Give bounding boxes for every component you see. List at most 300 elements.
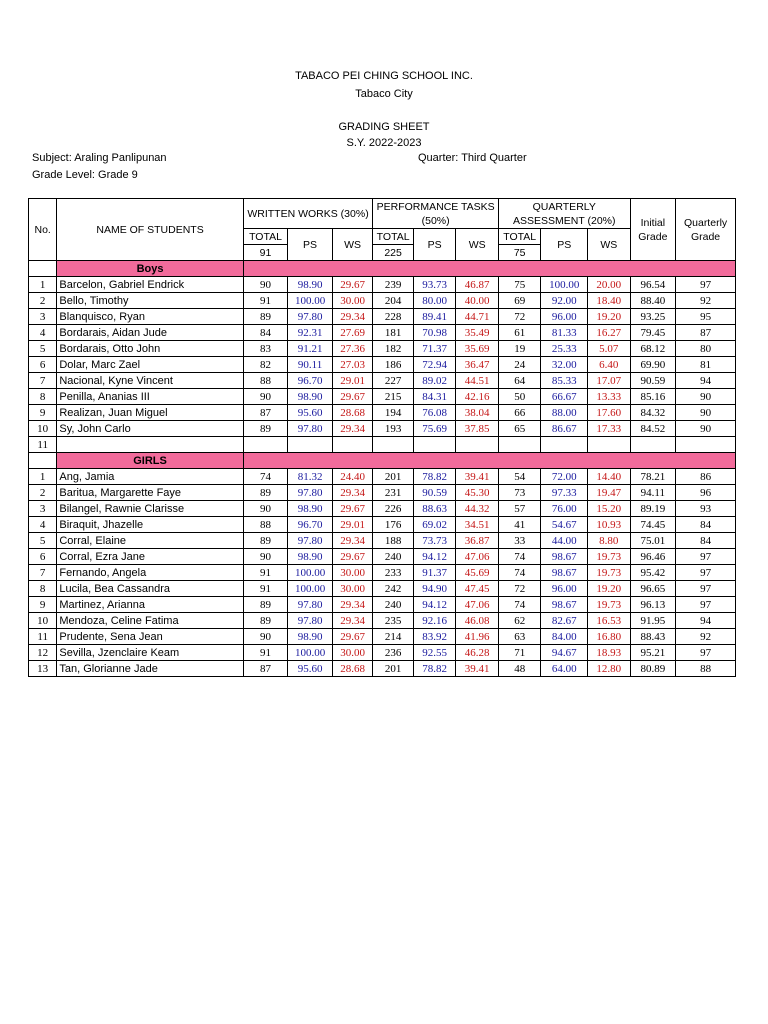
pt-ps: 71.37 xyxy=(413,341,456,357)
qa-score: 57 xyxy=(498,501,541,517)
col-no: No. xyxy=(29,199,57,261)
pt-ws: 44.51 xyxy=(456,373,499,389)
ww-ws: 30.00 xyxy=(332,581,373,597)
row-number: 4 xyxy=(29,517,57,533)
qa-ps: 32.00 xyxy=(541,357,588,373)
qa-score: 48 xyxy=(498,661,541,677)
table-row xyxy=(29,325,736,341)
empty-cell xyxy=(676,437,736,453)
ww-ws: 29.34 xyxy=(332,533,373,549)
ww-ps-label: PS xyxy=(288,229,333,261)
qa-ps: 54.67 xyxy=(541,517,588,533)
table-row xyxy=(29,549,736,565)
ww-score: 87 xyxy=(243,661,288,677)
qa-ws: 17.60 xyxy=(588,405,631,421)
qa-ps-label: PS xyxy=(541,229,588,261)
pt-ws: 34.51 xyxy=(456,517,499,533)
empty-cell xyxy=(541,437,588,453)
row-number: 7 xyxy=(29,373,57,389)
pt-ps: 92.55 xyxy=(413,645,456,661)
student-name: Sy, John Carlo xyxy=(57,421,243,437)
pt-ps: 80.00 xyxy=(413,293,456,309)
girls-section-label: GIRLS xyxy=(57,453,243,469)
ww-score: 89 xyxy=(243,613,288,629)
quarterly-grade: 84 xyxy=(676,517,736,533)
row-number: 3 xyxy=(29,501,57,517)
qa-ws: 17.33 xyxy=(588,421,631,437)
student-name: Realizan, Juan Miguel xyxy=(57,405,243,421)
ww-score: 82 xyxy=(243,357,288,373)
initial-grade: 95.42 xyxy=(630,565,676,581)
ww-ws: 24.40 xyxy=(332,469,373,485)
table-row xyxy=(29,597,736,613)
ww-ps: 97.80 xyxy=(288,421,333,437)
quarterly-grade: 97 xyxy=(676,549,736,565)
ww-ws: 29.01 xyxy=(332,373,373,389)
initial-grade: 68.12 xyxy=(630,341,676,357)
table-row xyxy=(29,661,736,677)
qa-ws: 5.07 xyxy=(588,341,631,357)
pt-ps: 90.59 xyxy=(413,485,456,501)
qa-ps: 76.00 xyxy=(541,501,588,517)
qa-ws-label: WS xyxy=(588,229,631,261)
pt-score: 182 xyxy=(373,341,414,357)
pt-ps: 93.73 xyxy=(413,277,456,293)
pt-score: 186 xyxy=(373,357,414,373)
qa-ps: 98.67 xyxy=(541,565,588,581)
student-name: Tan, Glorianne Jade xyxy=(57,661,243,677)
quarterly-grade: 92 xyxy=(676,629,736,645)
initial-grade: 89.19 xyxy=(630,501,676,517)
quarterly-grade: 97 xyxy=(676,645,736,661)
ww-ps: 90.11 xyxy=(288,357,333,373)
initial-grade: 94.11 xyxy=(630,485,676,501)
row-number: 9 xyxy=(29,405,57,421)
ww-score: 89 xyxy=(243,309,288,325)
ww-ps: 97.80 xyxy=(288,485,333,501)
col-name: NAME OF STUDENTS xyxy=(57,199,243,261)
col-initial-grade: Initial Grade xyxy=(630,199,676,261)
pt-ws: 47.06 xyxy=(456,597,499,613)
initial-grade: 78.21 xyxy=(630,469,676,485)
ww-ws: 29.67 xyxy=(332,277,373,293)
qa-ps: 100.00 xyxy=(541,277,588,293)
qa-ps: 72.00 xyxy=(541,469,588,485)
row-number: 4 xyxy=(29,325,57,341)
initial-grade: 96.46 xyxy=(630,549,676,565)
student-name: Dolar, Marc Zael xyxy=(57,357,243,373)
row-number: 6 xyxy=(29,357,57,373)
ww-score: 89 xyxy=(243,597,288,613)
table-row xyxy=(29,501,736,517)
initial-grade: 96.13 xyxy=(630,597,676,613)
qa-ps: 86.67 xyxy=(541,421,588,437)
table-row xyxy=(29,277,736,293)
quarterly-grade: 97 xyxy=(676,581,736,597)
student-name: Bordarais, Aidan Jude xyxy=(57,325,243,341)
table-row xyxy=(29,373,736,389)
initial-grade: 79.45 xyxy=(630,325,676,341)
initial-grade: 75.01 xyxy=(630,533,676,549)
pt-score: 201 xyxy=(373,469,414,485)
qa-score: 61 xyxy=(498,325,541,341)
ww-ps: 98.90 xyxy=(288,389,333,405)
pt-ws: 46.08 xyxy=(456,613,499,629)
qa-ps: 44.00 xyxy=(541,533,588,549)
student-name: Fernando, Angela xyxy=(57,565,243,581)
ww-ps: 95.60 xyxy=(288,405,333,421)
table-row xyxy=(29,485,736,501)
quarterly-grade: 86 xyxy=(676,469,736,485)
qa-ws: 10.93 xyxy=(588,517,631,533)
initial-grade: 85.16 xyxy=(630,389,676,405)
row-number: 8 xyxy=(29,581,57,597)
qa-ws: 19.73 xyxy=(588,597,631,613)
ww-score: 91 xyxy=(243,581,288,597)
initial-grade: 80.89 xyxy=(630,661,676,677)
ww-ps: 96.70 xyxy=(288,373,333,389)
ww-score: 83 xyxy=(243,341,288,357)
grading-table xyxy=(28,198,736,677)
table-row xyxy=(29,389,736,405)
qa-ps: 96.00 xyxy=(541,309,588,325)
row-number: 10 xyxy=(29,613,57,629)
quarterly-grade: 93 xyxy=(676,501,736,517)
qa-ws: 18.40 xyxy=(588,293,631,309)
pt-score: 193 xyxy=(373,421,414,437)
row-number: 8 xyxy=(29,389,57,405)
qa-score: 54 xyxy=(498,469,541,485)
pt-ps: 94.12 xyxy=(413,549,456,565)
quarterly-grade: 90 xyxy=(676,405,736,421)
ww-ps: 98.90 xyxy=(288,549,333,565)
empty-row xyxy=(29,437,736,453)
qa-ws: 16.80 xyxy=(588,629,631,645)
ww-ps: 100.00 xyxy=(288,293,333,309)
school-city: Tabaco City xyxy=(355,88,413,100)
pt-ps: 88.63 xyxy=(413,501,456,517)
ww-ps: 100.00 xyxy=(288,581,333,597)
qa-ps: 98.67 xyxy=(541,549,588,565)
pt-ps: 94.12 xyxy=(413,597,456,613)
pt-ps: 73.73 xyxy=(413,533,456,549)
pt-score: 181 xyxy=(373,325,414,341)
quarterly-grade: 95 xyxy=(676,309,736,325)
qa-ps: 97.33 xyxy=(541,485,588,501)
pt-ws: 44.71 xyxy=(456,309,499,325)
quarterly-grade: 97 xyxy=(676,277,736,293)
ww-ws: 28.68 xyxy=(332,661,373,677)
initial-grade: 84.52 xyxy=(630,421,676,437)
ww-total-label: TOTAL xyxy=(243,229,288,245)
qa-ws: 19.20 xyxy=(588,581,631,597)
table-row xyxy=(29,565,736,581)
school-name: TABACO PEI CHING SCHOOL INC. xyxy=(295,70,473,82)
ww-ws: 30.00 xyxy=(332,645,373,661)
row-number: 1 xyxy=(29,469,57,485)
qa-score: 72 xyxy=(498,309,541,325)
table-row xyxy=(29,469,736,485)
qa-ps: 92.00 xyxy=(541,293,588,309)
pt-score: 235 xyxy=(373,613,414,629)
ww-ws: 29.34 xyxy=(332,613,373,629)
row-number: 3 xyxy=(29,309,57,325)
pt-score: 201 xyxy=(373,661,414,677)
pt-score: 194 xyxy=(373,405,414,421)
pt-ps: 83.92 xyxy=(413,629,456,645)
empty-cell xyxy=(57,437,243,453)
row-number: 7 xyxy=(29,565,57,581)
pt-score: 204 xyxy=(373,293,414,309)
student-name: Bordarais, Otto John xyxy=(57,341,243,357)
student-name: Sevilla, Jzenclaire Keam xyxy=(57,645,243,661)
quarterly-grade: 81 xyxy=(676,357,736,373)
row-number: 1 xyxy=(29,277,57,293)
pt-ws-label: WS xyxy=(456,229,499,261)
ww-ps: 98.90 xyxy=(288,501,333,517)
pt-total-label: TOTAL xyxy=(373,229,414,245)
qa-ws: 19.47 xyxy=(588,485,631,501)
pt-ws: 35.49 xyxy=(456,325,499,341)
quarterly-grade: 94 xyxy=(676,373,736,389)
pt-ps: 76.08 xyxy=(413,405,456,421)
ww-ws: 29.01 xyxy=(332,517,373,533)
ww-ps: 100.00 xyxy=(288,565,333,581)
qa-score: 74 xyxy=(498,565,541,581)
qa-total-value: 75 xyxy=(498,245,541,261)
col-quarterly-assessment: QUARTERLY ASSESSMENT (20%) xyxy=(498,199,630,229)
quarter-label: Quarter: Third Quarter xyxy=(418,152,527,164)
ww-ps: 92.31 xyxy=(288,325,333,341)
empty-cell xyxy=(243,437,288,453)
qa-ws: 17.07 xyxy=(588,373,631,389)
initial-grade: 88.40 xyxy=(630,293,676,309)
col-written-works: WRITTEN WORKS (30%) xyxy=(243,199,373,229)
pt-ps: 69.02 xyxy=(413,517,456,533)
qa-score: 75 xyxy=(498,277,541,293)
qa-ps: 94.67 xyxy=(541,645,588,661)
pt-ps: 92.16 xyxy=(413,613,456,629)
pt-score: 239 xyxy=(373,277,414,293)
ww-ws: 29.34 xyxy=(332,597,373,613)
ww-score: 90 xyxy=(243,277,288,293)
qa-score: 62 xyxy=(498,613,541,629)
student-name: Ang, Jamia xyxy=(57,469,243,485)
table-row xyxy=(29,405,736,421)
student-name: Bello, Timothy xyxy=(57,293,243,309)
ww-ws: 29.34 xyxy=(332,421,373,437)
girls-section-row xyxy=(29,453,736,469)
student-name: Corral, Ezra Jane xyxy=(57,549,243,565)
qa-ps: 82.67 xyxy=(541,613,588,629)
ww-score: 84 xyxy=(243,325,288,341)
pt-ws: 42.16 xyxy=(456,389,499,405)
pt-ps: 70.98 xyxy=(413,325,456,341)
empty-cell xyxy=(588,437,631,453)
row-number: 9 xyxy=(29,597,57,613)
ww-score: 89 xyxy=(243,485,288,501)
student-name: Blanquisco, Ryan xyxy=(57,309,243,325)
initial-grade: 96.54 xyxy=(630,277,676,293)
pt-ws: 36.87 xyxy=(456,533,499,549)
quarterly-grade: 90 xyxy=(676,421,736,437)
ww-score: 88 xyxy=(243,517,288,533)
ww-ws: 30.00 xyxy=(332,565,373,581)
ww-ws: 29.67 xyxy=(332,549,373,565)
pt-ps: 89.41 xyxy=(413,309,456,325)
table-row xyxy=(29,533,736,549)
qa-ws: 12.80 xyxy=(588,661,631,677)
pt-ps: 72.94 xyxy=(413,357,456,373)
ww-ps: 97.80 xyxy=(288,613,333,629)
ww-ps: 100.00 xyxy=(288,645,333,661)
section-spacer xyxy=(29,453,57,469)
ww-ps: 97.80 xyxy=(288,597,333,613)
student-name: Lucila, Bea Cassandra xyxy=(57,581,243,597)
initial-grade: 74.45 xyxy=(630,517,676,533)
qa-ws: 8.80 xyxy=(588,533,631,549)
table-row xyxy=(29,341,736,357)
row-number: 11 xyxy=(29,629,57,645)
pt-ps: 91.37 xyxy=(413,565,456,581)
qa-score: 65 xyxy=(498,421,541,437)
student-name: Mendoza, Celine Fatima xyxy=(57,613,243,629)
pt-ws: 38.04 xyxy=(456,405,499,421)
pt-ps: 78.82 xyxy=(413,469,456,485)
initial-grade: 69.90 xyxy=(630,357,676,373)
student-name: Nacional, Kyne Vincent xyxy=(57,373,243,389)
student-name: Barcelon, Gabriel Endrick xyxy=(57,277,243,293)
empty-cell xyxy=(630,437,676,453)
pt-ps-label: PS xyxy=(413,229,456,261)
empty-cell xyxy=(498,437,541,453)
grade-level-label: Grade Level: Grade 9 xyxy=(32,169,138,181)
pt-score: 228 xyxy=(373,309,414,325)
quarterly-grade: 97 xyxy=(676,565,736,581)
qa-ps: 85.33 xyxy=(541,373,588,389)
qa-ws: 15.20 xyxy=(588,501,631,517)
qa-ps: 25.33 xyxy=(541,341,588,357)
student-name: Bilangel, Rawnie Clarisse xyxy=(57,501,243,517)
row-number: 12 xyxy=(29,645,57,661)
qa-ps: 66.67 xyxy=(541,389,588,405)
pt-score: 233 xyxy=(373,565,414,581)
pt-ps: 94.90 xyxy=(413,581,456,597)
quarterly-grade: 84 xyxy=(676,533,736,549)
qa-score: 24 xyxy=(498,357,541,373)
ww-score: 91 xyxy=(243,565,288,581)
empty-cell xyxy=(456,437,499,453)
table-row xyxy=(29,293,736,309)
ww-score: 88 xyxy=(243,373,288,389)
pt-ps: 75.69 xyxy=(413,421,456,437)
col-performance-tasks: PERFORMANCE TASKS (50%) xyxy=(373,199,499,229)
ww-ps: 98.90 xyxy=(288,277,333,293)
quarterly-grade: 80 xyxy=(676,341,736,357)
qa-score: 74 xyxy=(498,597,541,613)
qa-score: 74 xyxy=(498,549,541,565)
quarterly-grade: 97 xyxy=(676,597,736,613)
ww-total-value: 91 xyxy=(243,245,288,261)
boys-section-row xyxy=(29,261,736,277)
initial-grade: 91.95 xyxy=(630,613,676,629)
pt-ws: 47.45 xyxy=(456,581,499,597)
ww-ps: 97.80 xyxy=(288,533,333,549)
ww-score: 89 xyxy=(243,421,288,437)
row-number: 13 xyxy=(29,661,57,677)
qa-ps: 88.00 xyxy=(541,405,588,421)
table-row xyxy=(29,645,736,661)
pt-ps: 78.82 xyxy=(413,661,456,677)
qa-ps: 64.00 xyxy=(541,661,588,677)
quarterly-grade: 87 xyxy=(676,325,736,341)
ww-ws: 27.69 xyxy=(332,325,373,341)
row-number: 2 xyxy=(29,485,57,501)
pt-ws: 41.96 xyxy=(456,629,499,645)
pt-ws: 40.00 xyxy=(456,293,499,309)
qa-score: 71 xyxy=(498,645,541,661)
initial-grade: 88.43 xyxy=(630,629,676,645)
ww-ws: 29.34 xyxy=(332,485,373,501)
school-year: S.Y. 2022-2023 xyxy=(346,137,422,149)
student-name: Penilla, Ananias III xyxy=(57,389,243,405)
qa-ps: 96.00 xyxy=(541,581,588,597)
student-name: Corral, Elaine xyxy=(57,533,243,549)
student-name: Martinez, Arianna xyxy=(57,597,243,613)
ww-ws: 27.03 xyxy=(332,357,373,373)
qa-ws: 19.73 xyxy=(588,565,631,581)
ww-ps: 95.60 xyxy=(288,661,333,677)
ww-ws: 27.36 xyxy=(332,341,373,357)
student-name: Baritua, Margarette Faye xyxy=(57,485,243,501)
pt-ws: 47.06 xyxy=(456,549,499,565)
pt-ws: 36.47 xyxy=(456,357,499,373)
qa-ws: 6.40 xyxy=(588,357,631,373)
table-body xyxy=(29,261,736,677)
ww-score: 89 xyxy=(243,533,288,549)
quarterly-grade: 90 xyxy=(676,389,736,405)
sheet-title: GRADING SHEET xyxy=(338,121,430,133)
qa-score: 69 xyxy=(498,293,541,309)
quarterly-grade: 94 xyxy=(676,613,736,629)
qa-score: 19 xyxy=(498,341,541,357)
quarterly-grade: 92 xyxy=(676,293,736,309)
student-name: Prudente, Sena Jean xyxy=(57,629,243,645)
col-quarterly-grade: Quarterly Grade xyxy=(676,199,736,261)
qa-score: 73 xyxy=(498,485,541,501)
quarterly-grade: 96 xyxy=(676,485,736,501)
qa-score: 64 xyxy=(498,373,541,389)
qa-score: 33 xyxy=(498,533,541,549)
girls-section-band xyxy=(243,453,735,469)
table-row xyxy=(29,629,736,645)
qa-score: 72 xyxy=(498,581,541,597)
pt-ws: 39.41 xyxy=(456,469,499,485)
qa-ws: 13.33 xyxy=(588,389,631,405)
subject-label: Subject: Araling Panlipunan xyxy=(32,152,167,164)
pt-score: 188 xyxy=(373,533,414,549)
ww-score: 87 xyxy=(243,405,288,421)
row-number: 5 xyxy=(29,341,57,357)
qa-ps: 84.00 xyxy=(541,629,588,645)
pt-score: 214 xyxy=(373,629,414,645)
ww-ws: 29.34 xyxy=(332,309,373,325)
pt-total-value: 225 xyxy=(373,245,414,261)
pt-ps: 89.02 xyxy=(413,373,456,389)
table-row xyxy=(29,421,736,437)
row-number: 6 xyxy=(29,549,57,565)
pt-ws: 46.87 xyxy=(456,277,499,293)
